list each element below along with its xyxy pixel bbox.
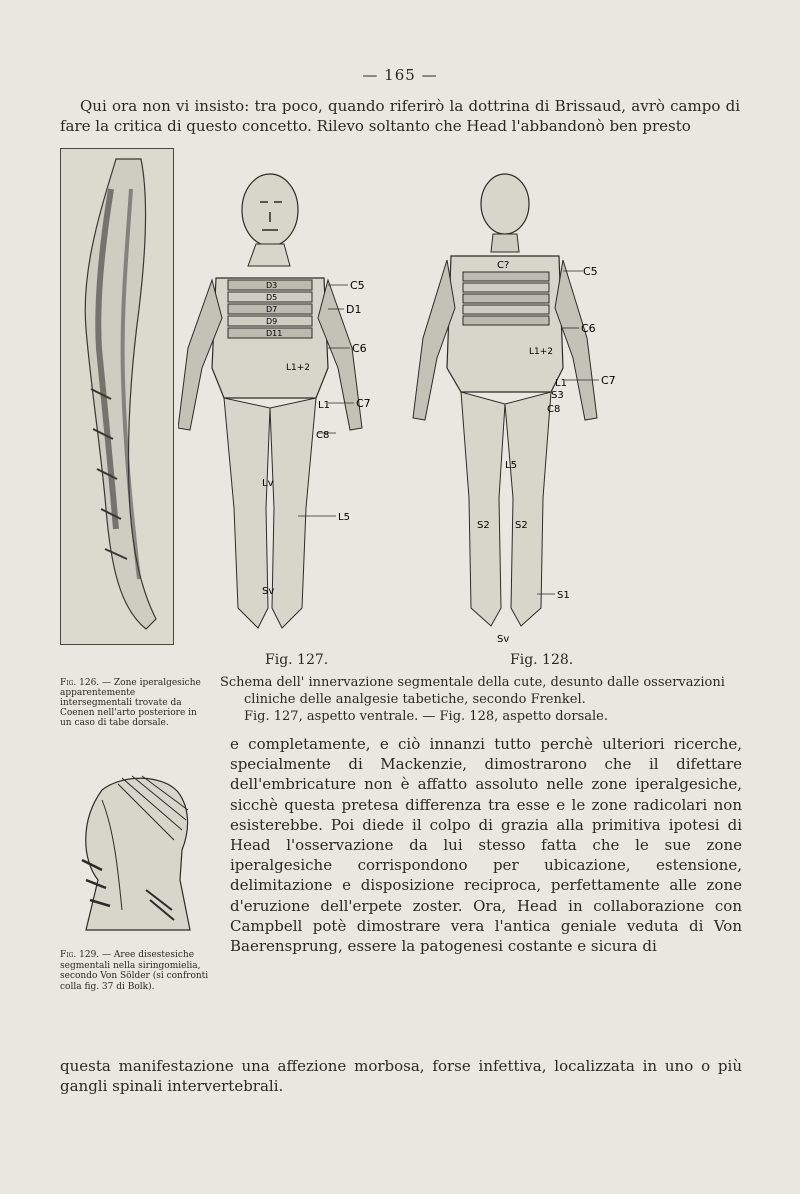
svg-text:C8: C8 [316,430,330,441]
svg-text:L5: L5 [505,460,517,471]
figure-126-caption-text: — Zone iperalgesiche apparentemente intersegmentali trovate da Coenen nell'arto posteriore in un caso di tabe dorsale. [60,678,201,728]
svg-text:S3: S3 [551,390,564,401]
body-paragraph-right: e completamente, e ciò innanzi tutto perchè ulteriori ricerche, specialmente di Mackenzie, dimostrarono che il difettare dell'embricature non è affatto assoluto nelle zone iperalgesiche, sicchè questa pretesa differenza tra esse e le zone radicolari non esisterebbe. Poi diede il colpo di grazia alla primitiva ipotesi di Head l'osservazione da lui stesso fatta che le sue zone iperalgesiche corrispondono per ubicazione, estensione, delimitazione e disposizione reciproca, perfettamente alle zone d'eruzione dell'erpete zoster. Ora, Head in collaborazione con Campbell potè dimostrare vera l'antica geniale veduta di Von Baerensprung, essere la patogenesi costante e sicura di [230,735,742,956]
svg-text:C6: C6 [352,342,367,355]
svg-text:C7: C7 [356,397,371,410]
body-paragraph-full: questa manifestazione una affezione morbosa, forse infettiva, localizzata in uno o più gangli spinali intervertebrali. [60,1057,742,1095]
svg-text:C8: C8 [547,404,561,415]
svg-text:C5: C5 [583,265,598,278]
svg-text:L1+2: L1+2 [529,347,554,357]
schema-caption-line1: Schema dell' innervazione segmentale della cute, desunto dalle osservazioni [220,675,725,690]
svg-text:L1: L1 [318,400,330,411]
schema-caption [220,674,760,725]
svg-text:D3: D3 [266,281,278,290]
svg-text:Sv: Sv [262,586,275,597]
svg-text:L5: L5 [338,512,350,523]
schema-caption-line2: cliniche delle analgesie tabetiche, secondo Frenkel. [244,692,586,707]
svg-text:D9: D9 [266,317,278,326]
figure-129-caption-prefix: Fig. 129. [60,950,100,960]
page-number: — 165 — [362,66,438,84]
svg-text:D1: D1 [346,303,362,316]
svg-text:L1+2: L1+2 [286,363,311,373]
figure-129-caption-text: — Aree disestesiche segmentali nella siringomielia, secondo Von Sölder (si confronti colla fig. 37 di Bolk). [60,950,209,992]
svg-text:S2: S2 [477,520,490,531]
figure-128-label: Fig. 128. [510,652,574,668]
intro-paragraph: Qui ora non vi insisto: tra poco, quando riferirò la dottrina di Brissaud, avrò campo di fare la critica di questo concetto. Rilevo soltanto che Head l'abbandonò ben presto [60,97,740,135]
svg-text:Sv: Sv [497,634,510,645]
svg-text:Lv: Lv [262,478,274,489]
svg-text:D7: D7 [266,305,278,314]
svg-text:C?: C? [497,260,510,271]
figure-129-caption [60,950,220,992]
figure-127-label: Fig. 127. [265,652,329,668]
figure-126-leg [60,148,174,645]
svg-text:C5: C5 [350,279,365,292]
figure-126-caption [60,678,210,728]
svg-text:C6: C6 [581,322,596,335]
schema-caption-line3: Fig. 127, aspetto ventrale. — Fig. 128, aspetto dorsale. [244,709,608,724]
svg-text:D5: D5 [266,293,278,302]
svg-text:L1: L1 [555,378,567,389]
svg-text:D11: D11 [266,329,283,338]
svg-text:S2: S2 [515,520,528,531]
svg-text:C7: C7 [601,374,616,387]
figure-129-head [62,770,212,932]
svg-text:S1: S1 [557,590,570,601]
figure-126-caption-prefix: Fig. 126. [60,678,100,688]
figure-128-dorsal [405,168,635,648]
